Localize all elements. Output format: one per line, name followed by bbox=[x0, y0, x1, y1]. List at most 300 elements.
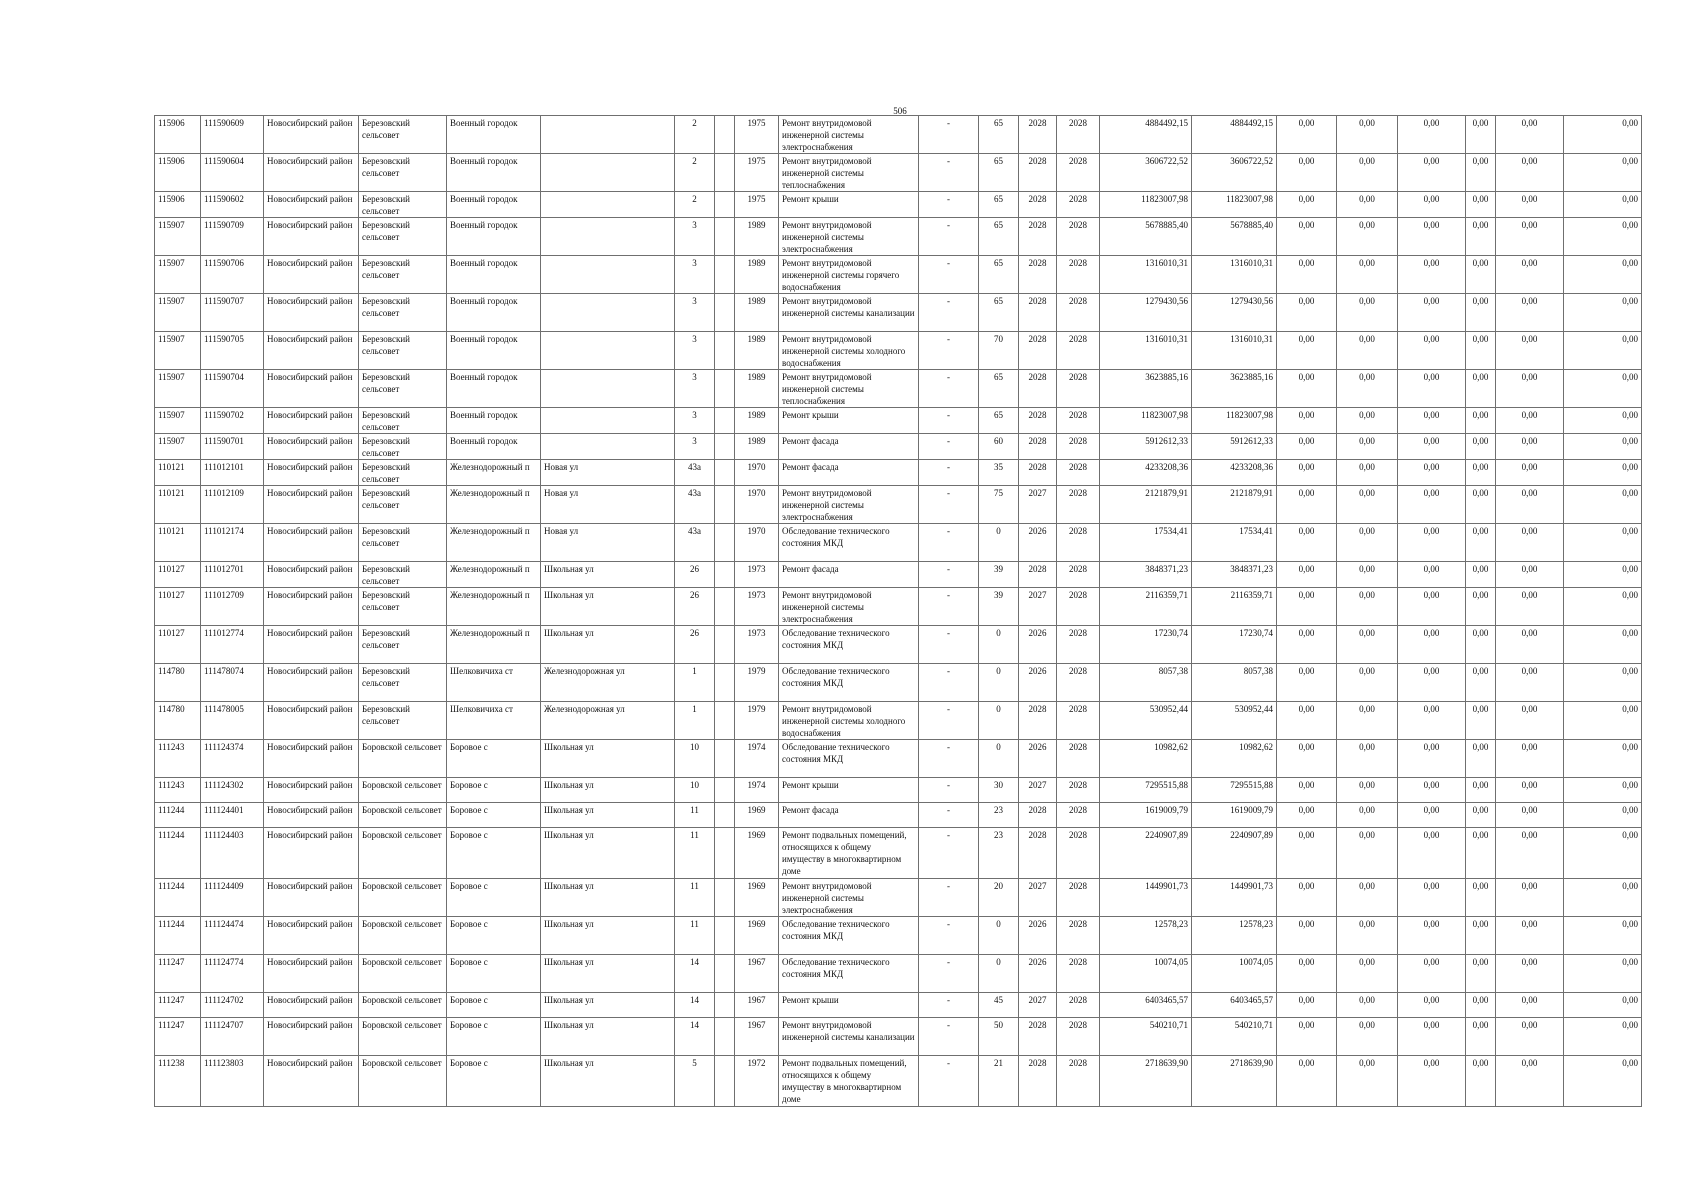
wear-percent-cell: 65 bbox=[979, 116, 1019, 154]
work-type-cell: Ремонт внутридомовой инженерной системы теплоснабжения bbox=[779, 370, 919, 408]
district-cell: Новосибирский район bbox=[264, 1018, 359, 1056]
build-year-cell: 1989 bbox=[735, 332, 779, 370]
record-id-cell: 114780 bbox=[155, 702, 201, 740]
build-year-cell: 1973 bbox=[735, 588, 779, 626]
wear-percent-cell: 65 bbox=[979, 294, 1019, 332]
owner-share-cell: 0,00 bbox=[1466, 740, 1496, 778]
regional-funds-cell: 0,00 bbox=[1337, 434, 1398, 460]
locality-cell: Боровое с bbox=[447, 955, 541, 993]
owner-share-cell: 0,00 bbox=[1466, 993, 1496, 1018]
house-number-cell: 14 bbox=[675, 993, 715, 1018]
plan-year-cell: 2028 bbox=[1019, 294, 1057, 332]
locality-cell: Военный городок bbox=[447, 116, 541, 154]
fund-cost-cell: 1619009,79 bbox=[1192, 803, 1277, 828]
build-year-cell: 1979 bbox=[735, 664, 779, 702]
record-id-cell: 115907 bbox=[155, 294, 201, 332]
locality-cell: Железнодорожный п bbox=[447, 524, 541, 562]
local-funds-cell: 0,00 bbox=[1398, 370, 1466, 408]
table-row bbox=[155, 588, 1642, 626]
locality-cell: Боровое с bbox=[447, 1018, 541, 1056]
build-year-cell: 1969 bbox=[735, 828, 779, 879]
work-type-cell: Ремонт внутридомовой инженерной системы теплоснабжения bbox=[779, 154, 919, 192]
plan-year-cell: 2028 bbox=[1019, 562, 1057, 588]
house-number-cell: 26 bbox=[675, 562, 715, 588]
other-funds-cell: 0,00 bbox=[1496, 664, 1564, 702]
house-number-cell: 10 bbox=[675, 778, 715, 803]
street-cell: Школьная ул bbox=[541, 778, 675, 803]
house-number-cell: 14 bbox=[675, 1018, 715, 1056]
regional-funds-cell: 0,00 bbox=[1337, 294, 1398, 332]
building-letter-cell bbox=[715, 116, 735, 154]
remaining-funds-cell: 0,00 bbox=[1564, 460, 1642, 486]
building-letter-cell bbox=[715, 370, 735, 408]
owner-share-cell: 0,00 bbox=[1466, 917, 1496, 955]
record-id-cell: 110121 bbox=[155, 486, 201, 524]
table-row bbox=[155, 332, 1642, 370]
house-number-cell: 3 bbox=[675, 408, 715, 434]
record-id-cell: 115906 bbox=[155, 116, 201, 154]
table-row bbox=[155, 702, 1642, 740]
federal-funds-cell: 0,00 bbox=[1277, 664, 1337, 702]
local-funds-cell: 0,00 bbox=[1398, 434, 1466, 460]
table-row bbox=[155, 917, 1642, 955]
work-type-cell: Ремонт внутридомовой инженерной системы холодного водоснабжения bbox=[779, 702, 919, 740]
end-year-cell: 2028 bbox=[1057, 116, 1100, 154]
end-year-cell: 2028 bbox=[1057, 218, 1100, 256]
other-funds-cell: 0,00 bbox=[1496, 1018, 1564, 1056]
remaining-funds-cell: 0,00 bbox=[1564, 778, 1642, 803]
work-code-cell: 111590709 bbox=[201, 218, 264, 256]
district-cell: Новосибирский район bbox=[264, 702, 359, 740]
record-id-cell: 115907 bbox=[155, 408, 201, 434]
regional-funds-cell: 0,00 bbox=[1337, 460, 1398, 486]
regional-funds-cell: 0,00 bbox=[1337, 626, 1398, 664]
locality-cell: Железнодорожный п bbox=[447, 460, 541, 486]
locality-cell: Военный городок bbox=[447, 294, 541, 332]
total-cost-cell: 4233208,36 bbox=[1100, 460, 1192, 486]
end-year-cell: 2028 bbox=[1057, 408, 1100, 434]
work-code-cell: 111012709 bbox=[201, 588, 264, 626]
cost-note-cell: - bbox=[919, 256, 979, 294]
cost-note-cell: - bbox=[919, 1018, 979, 1056]
remaining-funds-cell: 0,00 bbox=[1564, 562, 1642, 588]
owner-share-cell: 0,00 bbox=[1466, 460, 1496, 486]
settlement-council-cell: Боровской сельсовет bbox=[359, 778, 447, 803]
end-year-cell: 2028 bbox=[1057, 588, 1100, 626]
build-year-cell: 1989 bbox=[735, 256, 779, 294]
local-funds-cell: 0,00 bbox=[1398, 294, 1466, 332]
wear-percent-cell: 0 bbox=[979, 740, 1019, 778]
settlement-council-cell: Боровской сельсовет bbox=[359, 740, 447, 778]
house-number-cell: 3 bbox=[675, 256, 715, 294]
remaining-funds-cell: 0,00 bbox=[1564, 702, 1642, 740]
district-cell: Новосибирский район bbox=[264, 1056, 359, 1107]
federal-funds-cell: 0,00 bbox=[1277, 434, 1337, 460]
settlement-council-cell: Березовский сельсовет bbox=[359, 294, 447, 332]
remaining-funds-cell: 0,00 bbox=[1564, 524, 1642, 562]
remaining-funds-cell: 0,00 bbox=[1564, 154, 1642, 192]
table-row bbox=[155, 778, 1642, 803]
street-cell bbox=[541, 192, 675, 218]
table-row bbox=[155, 879, 1642, 917]
regional-funds-cell: 0,00 bbox=[1337, 218, 1398, 256]
settlement-council-cell: Боровской сельсовет bbox=[359, 828, 447, 879]
federal-funds-cell: 0,00 bbox=[1277, 256, 1337, 294]
house-number-cell: 11 bbox=[675, 828, 715, 879]
settlement-council-cell: Боровской сельсовет bbox=[359, 803, 447, 828]
work-code-cell: 111124401 bbox=[201, 803, 264, 828]
regional-funds-cell: 0,00 bbox=[1337, 740, 1398, 778]
total-cost-cell: 530952,44 bbox=[1100, 702, 1192, 740]
total-cost-cell: 5678885,40 bbox=[1100, 218, 1192, 256]
regional-funds-cell: 0,00 bbox=[1337, 370, 1398, 408]
federal-funds-cell: 0,00 bbox=[1277, 1056, 1337, 1107]
local-funds-cell: 0,00 bbox=[1398, 664, 1466, 702]
cost-note-cell: - bbox=[919, 434, 979, 460]
total-cost-cell: 2116359,71 bbox=[1100, 588, 1192, 626]
settlement-council-cell: Березовский сельсовет bbox=[359, 486, 447, 524]
work-code-cell: 111590701 bbox=[201, 434, 264, 460]
fund-cost-cell: 5912612,33 bbox=[1192, 434, 1277, 460]
fund-cost-cell: 1316010,31 bbox=[1192, 256, 1277, 294]
work-code-cell: 111124403 bbox=[201, 828, 264, 879]
table-row bbox=[155, 486, 1642, 524]
plan-year-cell: 2028 bbox=[1019, 256, 1057, 294]
work-code-cell: 111124774 bbox=[201, 955, 264, 993]
work-code-cell: 111590707 bbox=[201, 294, 264, 332]
building-letter-cell bbox=[715, 588, 735, 626]
end-year-cell: 2028 bbox=[1057, 803, 1100, 828]
total-cost-cell: 3848371,23 bbox=[1100, 562, 1192, 588]
cost-note-cell: - bbox=[919, 524, 979, 562]
house-number-cell: 43а bbox=[675, 460, 715, 486]
remaining-funds-cell: 0,00 bbox=[1564, 588, 1642, 626]
regional-funds-cell: 0,00 bbox=[1337, 524, 1398, 562]
owner-share-cell: 0,00 bbox=[1466, 778, 1496, 803]
locality-cell: Боровое с bbox=[447, 803, 541, 828]
table-row bbox=[155, 408, 1642, 434]
building-letter-cell bbox=[715, 486, 735, 524]
house-number-cell: 3 bbox=[675, 294, 715, 332]
building-letter-cell bbox=[715, 434, 735, 460]
federal-funds-cell: 0,00 bbox=[1277, 408, 1337, 434]
regional-funds-cell: 0,00 bbox=[1337, 803, 1398, 828]
locality-cell: Боровое с bbox=[447, 740, 541, 778]
fund-cost-cell: 1279430,56 bbox=[1192, 294, 1277, 332]
table-row bbox=[155, 626, 1642, 664]
street-cell: Школьная ул bbox=[541, 1018, 675, 1056]
table-row bbox=[155, 740, 1642, 778]
build-year-cell: 1989 bbox=[735, 294, 779, 332]
district-cell: Новосибирский район bbox=[264, 370, 359, 408]
build-year-cell: 1970 bbox=[735, 486, 779, 524]
building-letter-cell bbox=[715, 803, 735, 828]
total-cost-cell: 12578,23 bbox=[1100, 917, 1192, 955]
federal-funds-cell: 0,00 bbox=[1277, 524, 1337, 562]
wear-percent-cell: 65 bbox=[979, 370, 1019, 408]
work-code-cell: 111590706 bbox=[201, 256, 264, 294]
building-letter-cell bbox=[715, 955, 735, 993]
locality-cell: Боровое с bbox=[447, 917, 541, 955]
building-letter-cell bbox=[715, 256, 735, 294]
plan-year-cell: 2026 bbox=[1019, 626, 1057, 664]
building-letter-cell bbox=[715, 154, 735, 192]
other-funds-cell: 0,00 bbox=[1496, 154, 1564, 192]
building-letter-cell bbox=[715, 879, 735, 917]
owner-share-cell: 0,00 bbox=[1466, 256, 1496, 294]
house-number-cell: 14 bbox=[675, 955, 715, 993]
build-year-cell: 1967 bbox=[735, 955, 779, 993]
wear-percent-cell: 39 bbox=[979, 562, 1019, 588]
remaining-funds-cell: 0,00 bbox=[1564, 917, 1642, 955]
work-type-cell: Ремонт крыши bbox=[779, 408, 919, 434]
house-number-cell: 11 bbox=[675, 879, 715, 917]
fund-cost-cell: 10074,05 bbox=[1192, 955, 1277, 993]
federal-funds-cell: 0,00 bbox=[1277, 955, 1337, 993]
remaining-funds-cell: 0,00 bbox=[1564, 256, 1642, 294]
local-funds-cell: 0,00 bbox=[1398, 879, 1466, 917]
cost-note-cell: - bbox=[919, 192, 979, 218]
cost-note-cell: - bbox=[919, 332, 979, 370]
fund-cost-cell: 1316010,31 bbox=[1192, 332, 1277, 370]
work-type-cell: Обследование технического состояния МКД bbox=[779, 626, 919, 664]
locality-cell: Военный городок bbox=[447, 154, 541, 192]
work-code-cell: 111478074 bbox=[201, 664, 264, 702]
fund-cost-cell: 4233208,36 bbox=[1192, 460, 1277, 486]
locality-cell: Боровое с bbox=[447, 1056, 541, 1107]
work-type-cell: Ремонт фасада bbox=[779, 434, 919, 460]
build-year-cell: 1972 bbox=[735, 1056, 779, 1107]
record-id-cell: 111244 bbox=[155, 828, 201, 879]
total-cost-cell: 1619009,79 bbox=[1100, 803, 1192, 828]
table-row bbox=[155, 434, 1642, 460]
record-id-cell: 115907 bbox=[155, 370, 201, 408]
total-cost-cell: 4884492,15 bbox=[1100, 116, 1192, 154]
cost-note-cell: - bbox=[919, 116, 979, 154]
street-cell: Школьная ул bbox=[541, 917, 675, 955]
regional-funds-cell: 0,00 bbox=[1337, 778, 1398, 803]
fund-cost-cell: 3848371,23 bbox=[1192, 562, 1277, 588]
building-letter-cell bbox=[715, 218, 735, 256]
build-year-cell: 1967 bbox=[735, 993, 779, 1018]
build-year-cell: 1989 bbox=[735, 370, 779, 408]
end-year-cell: 2028 bbox=[1057, 192, 1100, 218]
street-cell bbox=[541, 434, 675, 460]
work-code-cell: 111012774 bbox=[201, 626, 264, 664]
federal-funds-cell: 0,00 bbox=[1277, 917, 1337, 955]
house-number-cell: 2 bbox=[675, 154, 715, 192]
work-type-cell: Ремонт крыши bbox=[779, 778, 919, 803]
build-year-cell: 1975 bbox=[735, 192, 779, 218]
street-cell: Школьная ул bbox=[541, 803, 675, 828]
wear-percent-cell: 65 bbox=[979, 256, 1019, 294]
building-letter-cell bbox=[715, 993, 735, 1018]
house-number-cell: 3 bbox=[675, 370, 715, 408]
house-number-cell: 10 bbox=[675, 740, 715, 778]
cost-note-cell: - bbox=[919, 702, 979, 740]
regional-funds-cell: 0,00 bbox=[1337, 664, 1398, 702]
cost-note-cell: - bbox=[919, 626, 979, 664]
plan-year-cell: 2028 bbox=[1019, 154, 1057, 192]
wear-percent-cell: 23 bbox=[979, 803, 1019, 828]
house-number-cell: 1 bbox=[675, 702, 715, 740]
plan-year-cell: 2028 bbox=[1019, 116, 1057, 154]
regional-funds-cell: 0,00 bbox=[1337, 1056, 1398, 1107]
owner-share-cell: 0,00 bbox=[1466, 192, 1496, 218]
owner-share-cell: 0,00 bbox=[1466, 154, 1496, 192]
regional-funds-cell: 0,00 bbox=[1337, 917, 1398, 955]
build-year-cell: 1969 bbox=[735, 879, 779, 917]
fund-cost-cell: 2718639,90 bbox=[1192, 1056, 1277, 1107]
work-code-cell: 111012101 bbox=[201, 460, 264, 486]
fund-cost-cell: 6403465,57 bbox=[1192, 993, 1277, 1018]
work-type-cell: Ремонт фасада bbox=[779, 460, 919, 486]
other-funds-cell: 0,00 bbox=[1496, 828, 1564, 879]
record-id-cell: 111244 bbox=[155, 803, 201, 828]
remaining-funds-cell: 0,00 bbox=[1564, 626, 1642, 664]
build-year-cell: 1989 bbox=[735, 408, 779, 434]
wear-percent-cell: 0 bbox=[979, 917, 1019, 955]
wear-percent-cell: 0 bbox=[979, 702, 1019, 740]
total-cost-cell: 11823007,98 bbox=[1100, 192, 1192, 218]
street-cell: Школьная ул bbox=[541, 993, 675, 1018]
plan-year-cell: 2028 bbox=[1019, 460, 1057, 486]
building-letter-cell bbox=[715, 778, 735, 803]
work-code-cell: 111124474 bbox=[201, 917, 264, 955]
fund-cost-cell: 5678885,40 bbox=[1192, 218, 1277, 256]
building-letter-cell bbox=[715, 740, 735, 778]
building-letter-cell bbox=[715, 917, 735, 955]
district-cell: Новосибирский район bbox=[264, 626, 359, 664]
record-id-cell: 110127 bbox=[155, 626, 201, 664]
end-year-cell: 2028 bbox=[1057, 1056, 1100, 1107]
locality-cell: Боровое с bbox=[447, 828, 541, 879]
other-funds-cell: 0,00 bbox=[1496, 917, 1564, 955]
remaining-funds-cell: 0,00 bbox=[1564, 192, 1642, 218]
table-row bbox=[155, 116, 1642, 154]
cost-note-cell: - bbox=[919, 588, 979, 626]
plan-year-cell: 2028 bbox=[1019, 408, 1057, 434]
cost-note-cell: - bbox=[919, 803, 979, 828]
local-funds-cell: 0,00 bbox=[1398, 1018, 1466, 1056]
federal-funds-cell: 0,00 bbox=[1277, 154, 1337, 192]
house-number-cell: 5 bbox=[675, 1056, 715, 1107]
other-funds-cell: 0,00 bbox=[1496, 524, 1564, 562]
work-type-cell: Обследование технического состояния МКД bbox=[779, 740, 919, 778]
building-letter-cell bbox=[715, 408, 735, 434]
end-year-cell: 2028 bbox=[1057, 702, 1100, 740]
work-code-cell: 111590604 bbox=[201, 154, 264, 192]
record-id-cell: 110121 bbox=[155, 524, 201, 562]
cost-note-cell: - bbox=[919, 740, 979, 778]
settlement-council-cell: Березовский сельсовет bbox=[359, 460, 447, 486]
table-row bbox=[155, 218, 1642, 256]
street-cell bbox=[541, 154, 675, 192]
plan-year-cell: 2026 bbox=[1019, 524, 1057, 562]
local-funds-cell: 0,00 bbox=[1398, 408, 1466, 434]
table-row bbox=[155, 562, 1642, 588]
local-funds-cell: 0,00 bbox=[1398, 993, 1466, 1018]
cost-note-cell: - bbox=[919, 486, 979, 524]
work-type-cell: Ремонт внутридомовой инженерной системы канализации bbox=[779, 294, 919, 332]
build-year-cell: 1969 bbox=[735, 917, 779, 955]
total-cost-cell: 6403465,57 bbox=[1100, 993, 1192, 1018]
total-cost-cell: 5912612,33 bbox=[1100, 434, 1192, 460]
work-type-cell: Ремонт внутридомовой инженерной системы электроснабжения bbox=[779, 116, 919, 154]
district-cell: Новосибирский район bbox=[264, 332, 359, 370]
settlement-council-cell: Боровской сельсовет bbox=[359, 993, 447, 1018]
end-year-cell: 2028 bbox=[1057, 434, 1100, 460]
district-cell: Новосибирский район bbox=[264, 434, 359, 460]
local-funds-cell: 0,00 bbox=[1398, 828, 1466, 879]
district-cell: Новосибирский район bbox=[264, 828, 359, 879]
owner-share-cell: 0,00 bbox=[1466, 664, 1496, 702]
house-number-cell: 26 bbox=[675, 626, 715, 664]
build-year-cell: 1970 bbox=[735, 524, 779, 562]
work-code-cell: 111012701 bbox=[201, 562, 264, 588]
district-cell: Новосибирский район bbox=[264, 993, 359, 1018]
regional-funds-cell: 0,00 bbox=[1337, 588, 1398, 626]
building-letter-cell bbox=[715, 702, 735, 740]
street-cell: Школьная ул bbox=[541, 955, 675, 993]
work-code-cell: 111590702 bbox=[201, 408, 264, 434]
record-id-cell: 115906 bbox=[155, 192, 201, 218]
district-cell: Новосибирский район bbox=[264, 879, 359, 917]
total-cost-cell: 2121879,91 bbox=[1100, 486, 1192, 524]
street-cell: Школьная ул bbox=[541, 588, 675, 626]
district-cell: Новосибирский район bbox=[264, 917, 359, 955]
settlement-council-cell: Березовский сельсовет bbox=[359, 702, 447, 740]
record-id-cell: 111244 bbox=[155, 879, 201, 917]
fund-cost-cell: 12578,23 bbox=[1192, 917, 1277, 955]
locality-cell: Боровое с bbox=[447, 778, 541, 803]
local-funds-cell: 0,00 bbox=[1398, 460, 1466, 486]
plan-year-cell: 2028 bbox=[1019, 702, 1057, 740]
wear-percent-cell: 65 bbox=[979, 154, 1019, 192]
end-year-cell: 2028 bbox=[1057, 370, 1100, 408]
owner-share-cell: 0,00 bbox=[1466, 218, 1496, 256]
record-id-cell: 110127 bbox=[155, 588, 201, 626]
district-cell: Новосибирский район bbox=[264, 486, 359, 524]
local-funds-cell: 0,00 bbox=[1398, 778, 1466, 803]
regional-funds-cell: 0,00 bbox=[1337, 256, 1398, 294]
remaining-funds-cell: 0,00 bbox=[1564, 879, 1642, 917]
federal-funds-cell: 0,00 bbox=[1277, 588, 1337, 626]
street-cell bbox=[541, 256, 675, 294]
total-cost-cell: 1279430,56 bbox=[1100, 294, 1192, 332]
page-number: 506 bbox=[893, 106, 907, 116]
plan-year-cell: 2028 bbox=[1019, 332, 1057, 370]
record-id-cell: 111238 bbox=[155, 1056, 201, 1107]
build-year-cell: 1967 bbox=[735, 1018, 779, 1056]
other-funds-cell: 0,00 bbox=[1496, 218, 1564, 256]
building-letter-cell bbox=[715, 626, 735, 664]
wear-percent-cell: 30 bbox=[979, 778, 1019, 803]
total-cost-cell: 7295515,88 bbox=[1100, 778, 1192, 803]
total-cost-cell: 2240907,89 bbox=[1100, 828, 1192, 879]
plan-year-cell: 2027 bbox=[1019, 588, 1057, 626]
wear-percent-cell: 45 bbox=[979, 993, 1019, 1018]
remaining-funds-cell: 0,00 bbox=[1564, 218, 1642, 256]
wear-percent-cell: 0 bbox=[979, 955, 1019, 993]
end-year-cell: 2028 bbox=[1057, 460, 1100, 486]
settlement-council-cell: Березовский сельсовет bbox=[359, 218, 447, 256]
owner-share-cell: 0,00 bbox=[1466, 562, 1496, 588]
settlement-council-cell: Березовский сельсовет bbox=[359, 370, 447, 408]
house-number-cell: 3 bbox=[675, 218, 715, 256]
table-row bbox=[155, 460, 1642, 486]
record-id-cell: 111247 bbox=[155, 993, 201, 1018]
